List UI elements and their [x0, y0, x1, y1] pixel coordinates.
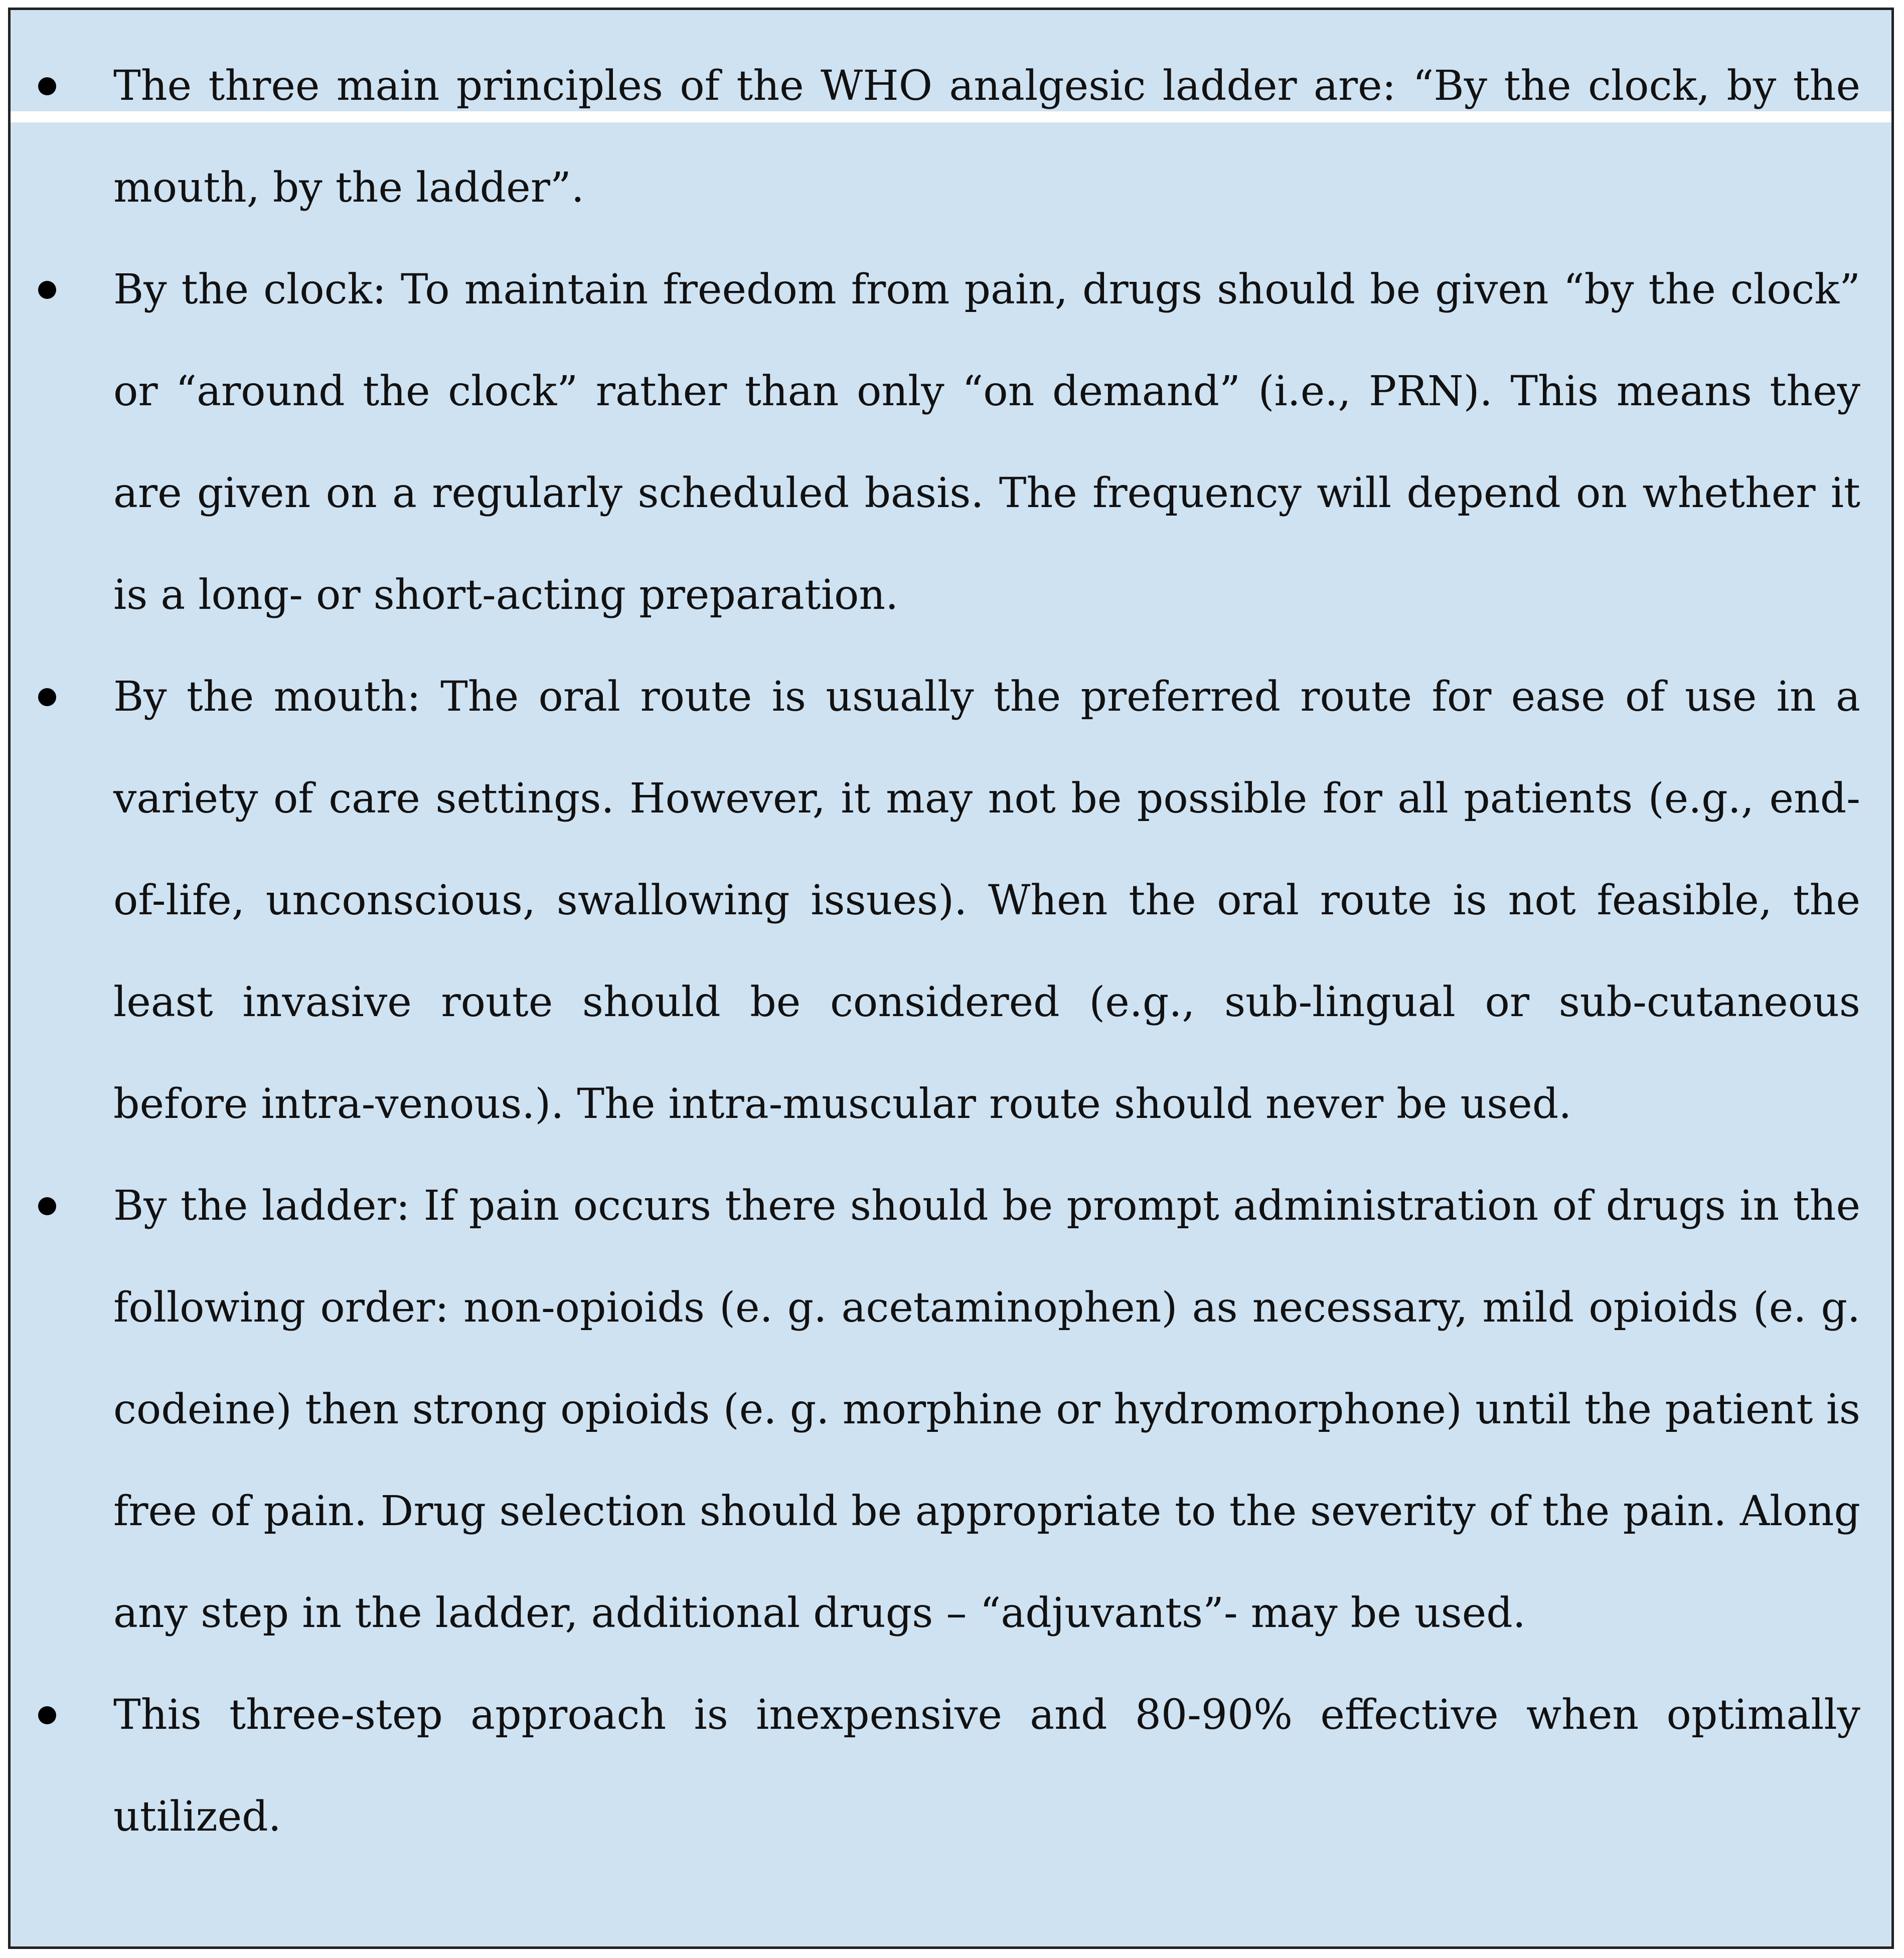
bullet-item-by-the-clock — [11, 239, 1891, 646]
bullet-dot-icon — [38, 281, 56, 299]
bullet-item-principles — [11, 35, 1891, 239]
bullet-text: By the clock: To maintain freedom from pain, drugs should be given “by the clock” or “around the clock” rather than only “on demand” (i.e., PRN). This means they are given on a regularly scheduled basis. The frequency will depend on whether it is a long- or short-acting preparation. — [113, 266, 1860, 619]
bullet-text: By the mouth: The oral route is usually the preferred route for ease of use in a variety of care settings. However, it may not be possible for all patients (e.g., end-of-life, unconscious, swallowing issues). When the oral route is not feasible, the least invasive route should be considered (e.g., sub-lingual or sub-cutaneous before intra-venous.). The intra-muscular route should never be used. — [113, 673, 1860, 1128]
info-box — [8, 8, 1894, 1949]
bullet-dot-icon — [38, 1706, 56, 1724]
bullet-item-by-the-mouth — [11, 646, 1891, 1155]
bullet-dot-icon — [38, 1197, 56, 1215]
bullet-text: By the ladder: If pain occurs there should be prompt administration of drugs in the following order: non-opioids (e. g. acetaminophen) as necessary, mild opioids (e. g. codeine) then strong opioids (e. g. morphine or hydromorphone) until the patient is free of pain. Drug selection should be appropriate to the severity of the pain. Along any step in the ladder, additional drugs – “adjuvants”- may be used. — [113, 1182, 1860, 1637]
bullet-item-three-step-approach — [11, 1664, 1891, 1868]
bullet-dot-icon — [38, 77, 56, 95]
bullet-item-by-the-ladder — [11, 1155, 1891, 1664]
bullet-dot-icon — [38, 688, 56, 706]
bullet-text: The three main principles of the WHO analgesic ladder are: “By the clock, by the mouth, by the ladder”. — [113, 62, 1860, 212]
bullet-list — [11, 35, 1891, 1868]
bullet-text: This three-step approach is inexpensive and 80-90% effective when optimally utilized. — [113, 1691, 1860, 1841]
